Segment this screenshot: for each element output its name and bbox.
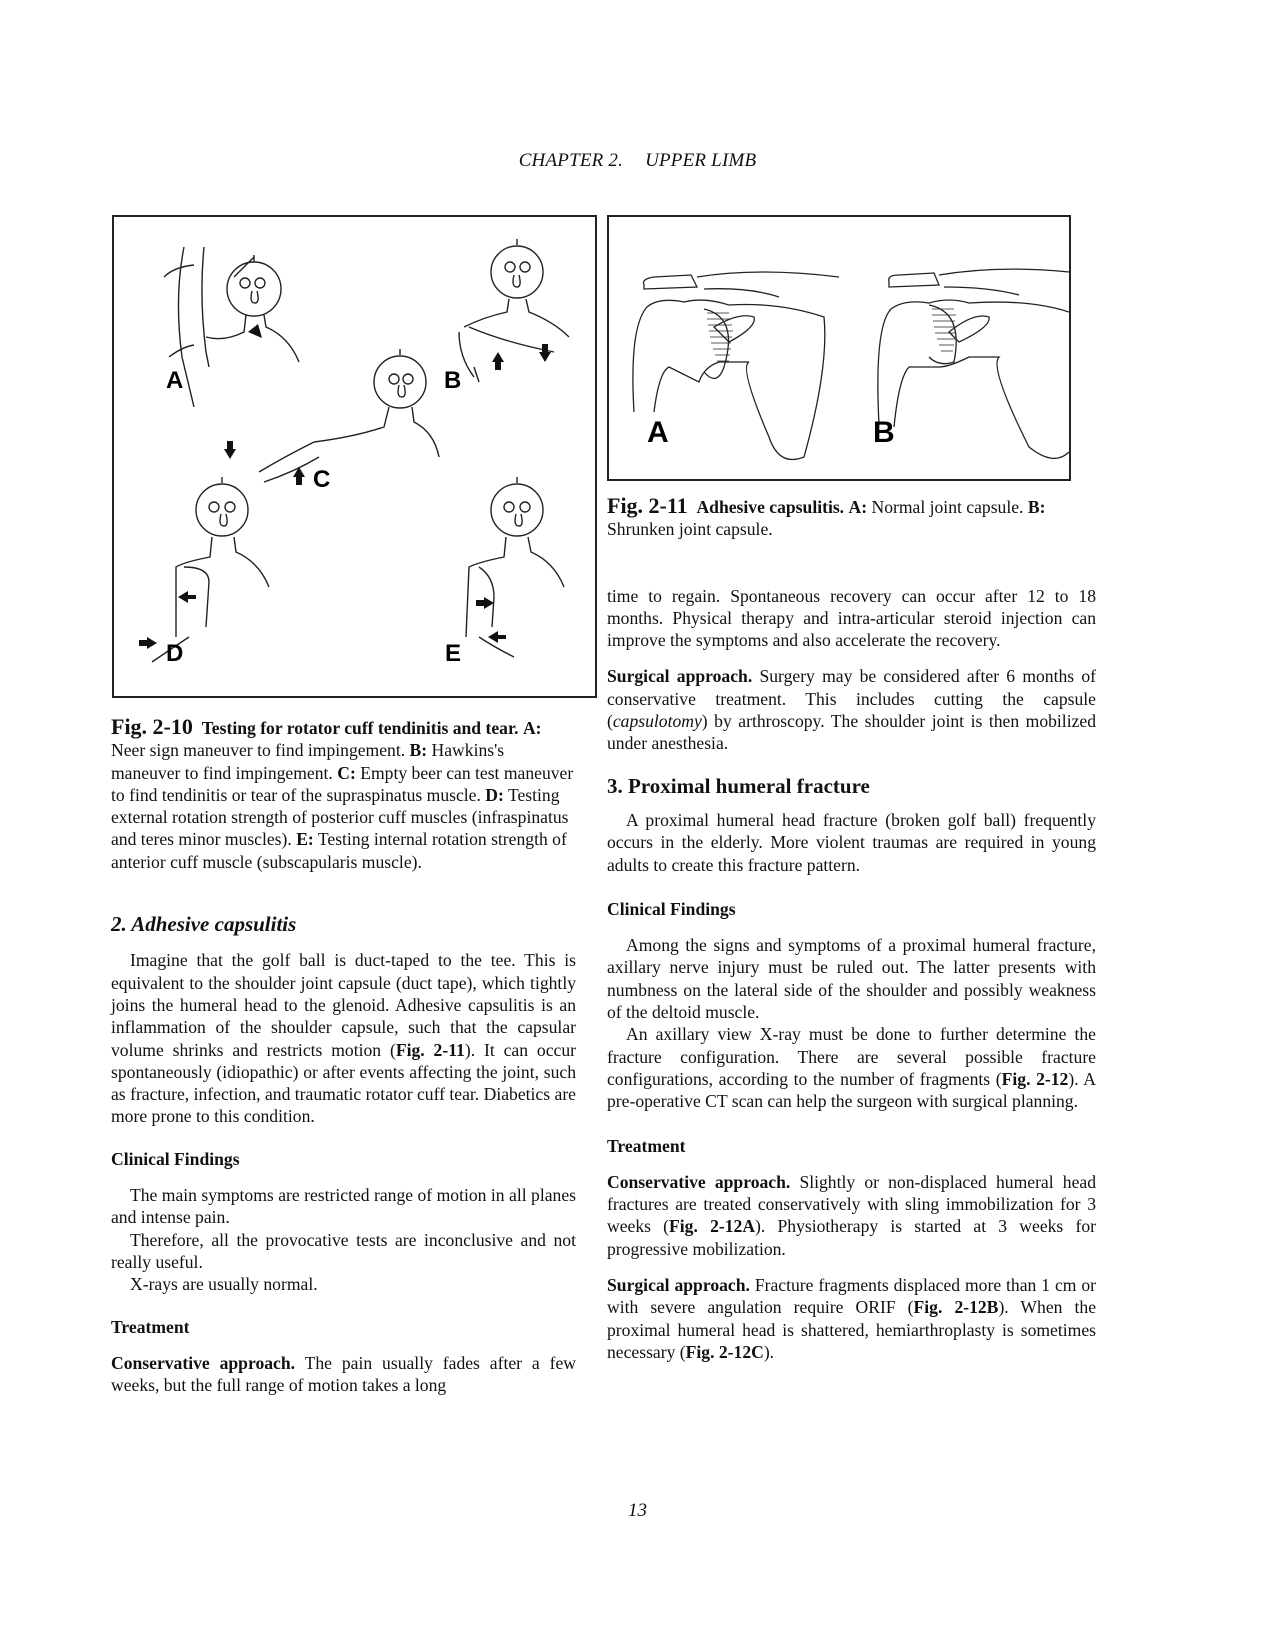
subheading-treatment: Treatment [607,1135,686,1156]
panel-label-a: A [166,367,184,394]
figure-2-11-caption [607,495,1096,541]
left-column [111,215,576,1396]
proximal-fracture-intro: A proximal humeral head fracture (broken golf ball) frequently occurs in the elderly. More violent traumas are required in young adults to create this fracture pattern. [607,809,1096,875]
caption-key-a: A: [848,497,868,517]
subheading-clinical-findings: Clinical Findings [607,898,736,919]
clinical-findings-paragraph: X-rays are usually normal. [130,1274,318,1295]
panel-label-b: B [873,416,895,449]
section-heading-proximal-humeral-fracture: 3. Proximal humeral fracture [607,773,870,798]
run-in-label: Conservative approach. [111,1352,296,1373]
figure-2-10-caption [111,716,576,873]
chapter-label: CHAPTER 2. [518,150,624,171]
page-number: 13 [628,1500,647,1521]
figure-reference: Fig. 2-11 [395,1039,465,1060]
clinical-findings-paragraph: An axillary view X-ray must be done to further determine the fracture configuration. There are several possible fracture configurations, according to the number of fragments (Fig. 2-12). A pre-operative CT scan can help the surgeon with surgical planning. [607,1024,1096,1112]
figure-title: Adhesive capsulitis. [696,497,845,517]
caption-text-a: Normal joint capsule. [871,497,1024,517]
figure-title: Testing for rotator cuff tendinitis and tear. [201,718,519,738]
caption-text-a: Neer sign maneuver to find impingement. [111,740,406,761]
clinical-findings-paragraph: The main symptoms are restricted range of motion in all planes and intense pain. [111,1185,576,1228]
figure-reference: Fig. 2-12 [1001,1068,1069,1089]
run-in-label: Surgical approach. [607,666,753,687]
subheading-treatment: Treatment [111,1316,190,1337]
right-column [607,215,1097,1363]
panel-label-e: E [445,640,462,667]
caption-key-e: E: [296,829,314,850]
figure-reference: Fig. 2-12A [669,1216,756,1237]
clinical-findings-paragraph: Therefore, all the provocative tests are inconclusive and not really useful. [111,1229,576,1272]
conservative-approach-paragraph: Conservative approach. Slightly or non-displaced humeral head fractures are treated conservatively with sling immobilization for 3 weeks (Fig. 2-12A). Physiotherapy is started at 3 weeks for progressive mobilization. [607,1171,1096,1259]
conservative-approach-paragraph: Conservative approach. The pain usually fades after a few weeks, but the full range of motion takes a long [111,1352,576,1396]
figure-reference: Fig. 2-12C [685,1341,764,1362]
subheading-clinical-findings: Clinical Findings [111,1148,240,1169]
caption-text-b: Shrunken joint capsule. [607,519,773,540]
caption-text-d: Testing external rotation strength of posterior cuff muscles (infraspinatus and teres minor muscles). [111,784,569,850]
joint-capsule-drawing [609,217,1069,479]
caption-key-c: C: [337,762,356,783]
rotator-cuff-tests-drawing [114,217,595,696]
figure-2-10-illustration [112,215,597,698]
section-heading-adhesive-capsulitis: 2. Adhesive capsulitis [111,912,297,937]
panel-label-b: B [444,367,462,394]
panel-label-d: D [166,640,184,667]
caption-key-b: B: [409,740,428,761]
figure-2-11-illustration [607,215,1071,481]
chapter-title: UPPER LIMB [645,150,757,171]
caption-text-b: Hawkins's maneuver to find impingement. [111,740,505,783]
clinical-findings-paragraph: Among the signs and symptoms of a proximal humeral fracture, axillary nerve injury must be ruled out. The latter presents with numbness on the lateral side of the shoulder and possibly weakness of the deltoid muscle. [607,935,1096,1023]
caption-text-e: Testing internal rotation strength of anterior cuff muscle (subscapularis muscle). [111,829,567,872]
figure-number: Fig. 2-11 [607,493,688,518]
surgical-approach-paragraph: Surgical approach. Surgery may be considered after 6 months of conservative treatment. This includes cutting the capsule (capsulotomy) by arthroscopy. The shoulder joint is then mobilized under anesthesia. [607,666,1097,754]
caption-key-d: D: [485,784,504,805]
caption-key-b: B: [1027,497,1046,517]
panel-label-a: A [647,416,669,449]
running-header [0,150,1275,172]
caption-key-a: A: [522,718,542,738]
adhesive-capsulitis-intro: Imagine that the golf ball is duct-taped to the tee. This is equivalent to the shoulder joint capsule (duct tape), which tightly joins the humeral head to the glenoid. Adhesive capsulitis is an inflammation of the shoulder capsule, such that the capsular volume shrinks and restricts motion (Fig. 2-11). It can occur spontaneously (idiopathic) or after events affecting the joint, such as fracture, infection, and traumatic rotator cuff tear. Diabetics are more prone to this condition. [111,950,576,1127]
panel-label-c: C [313,466,331,493]
figure-number: Fig. 2-10 [111,714,193,739]
surgical-approach-paragraph: Surgical approach. Fracture fragments displaced more than 1 cm or with severe angulation require ORIF (Fig. 2-12B). When the proximal humeral head is shattered, hemiarthroplasty is sometimes necessary (Fig. 2-12C). [607,1275,1097,1362]
run-in-label: Conservative approach. [607,1171,791,1192]
run-in-label: Surgical approach. [607,1275,750,1296]
figure-reference: Fig. 2-12B [913,1297,999,1318]
conservative-approach-continued: time to regain. Spontaneous recovery can occur after 12 to 18 months. Physical therapy and intra-articular steroid injection can improve the symptoms and also accelerate the recovery. [607,585,1096,651]
caption-text-c: Empty beer can test maneuver to find tendinitis or tear of the supraspinatus muscle. [111,762,574,805]
